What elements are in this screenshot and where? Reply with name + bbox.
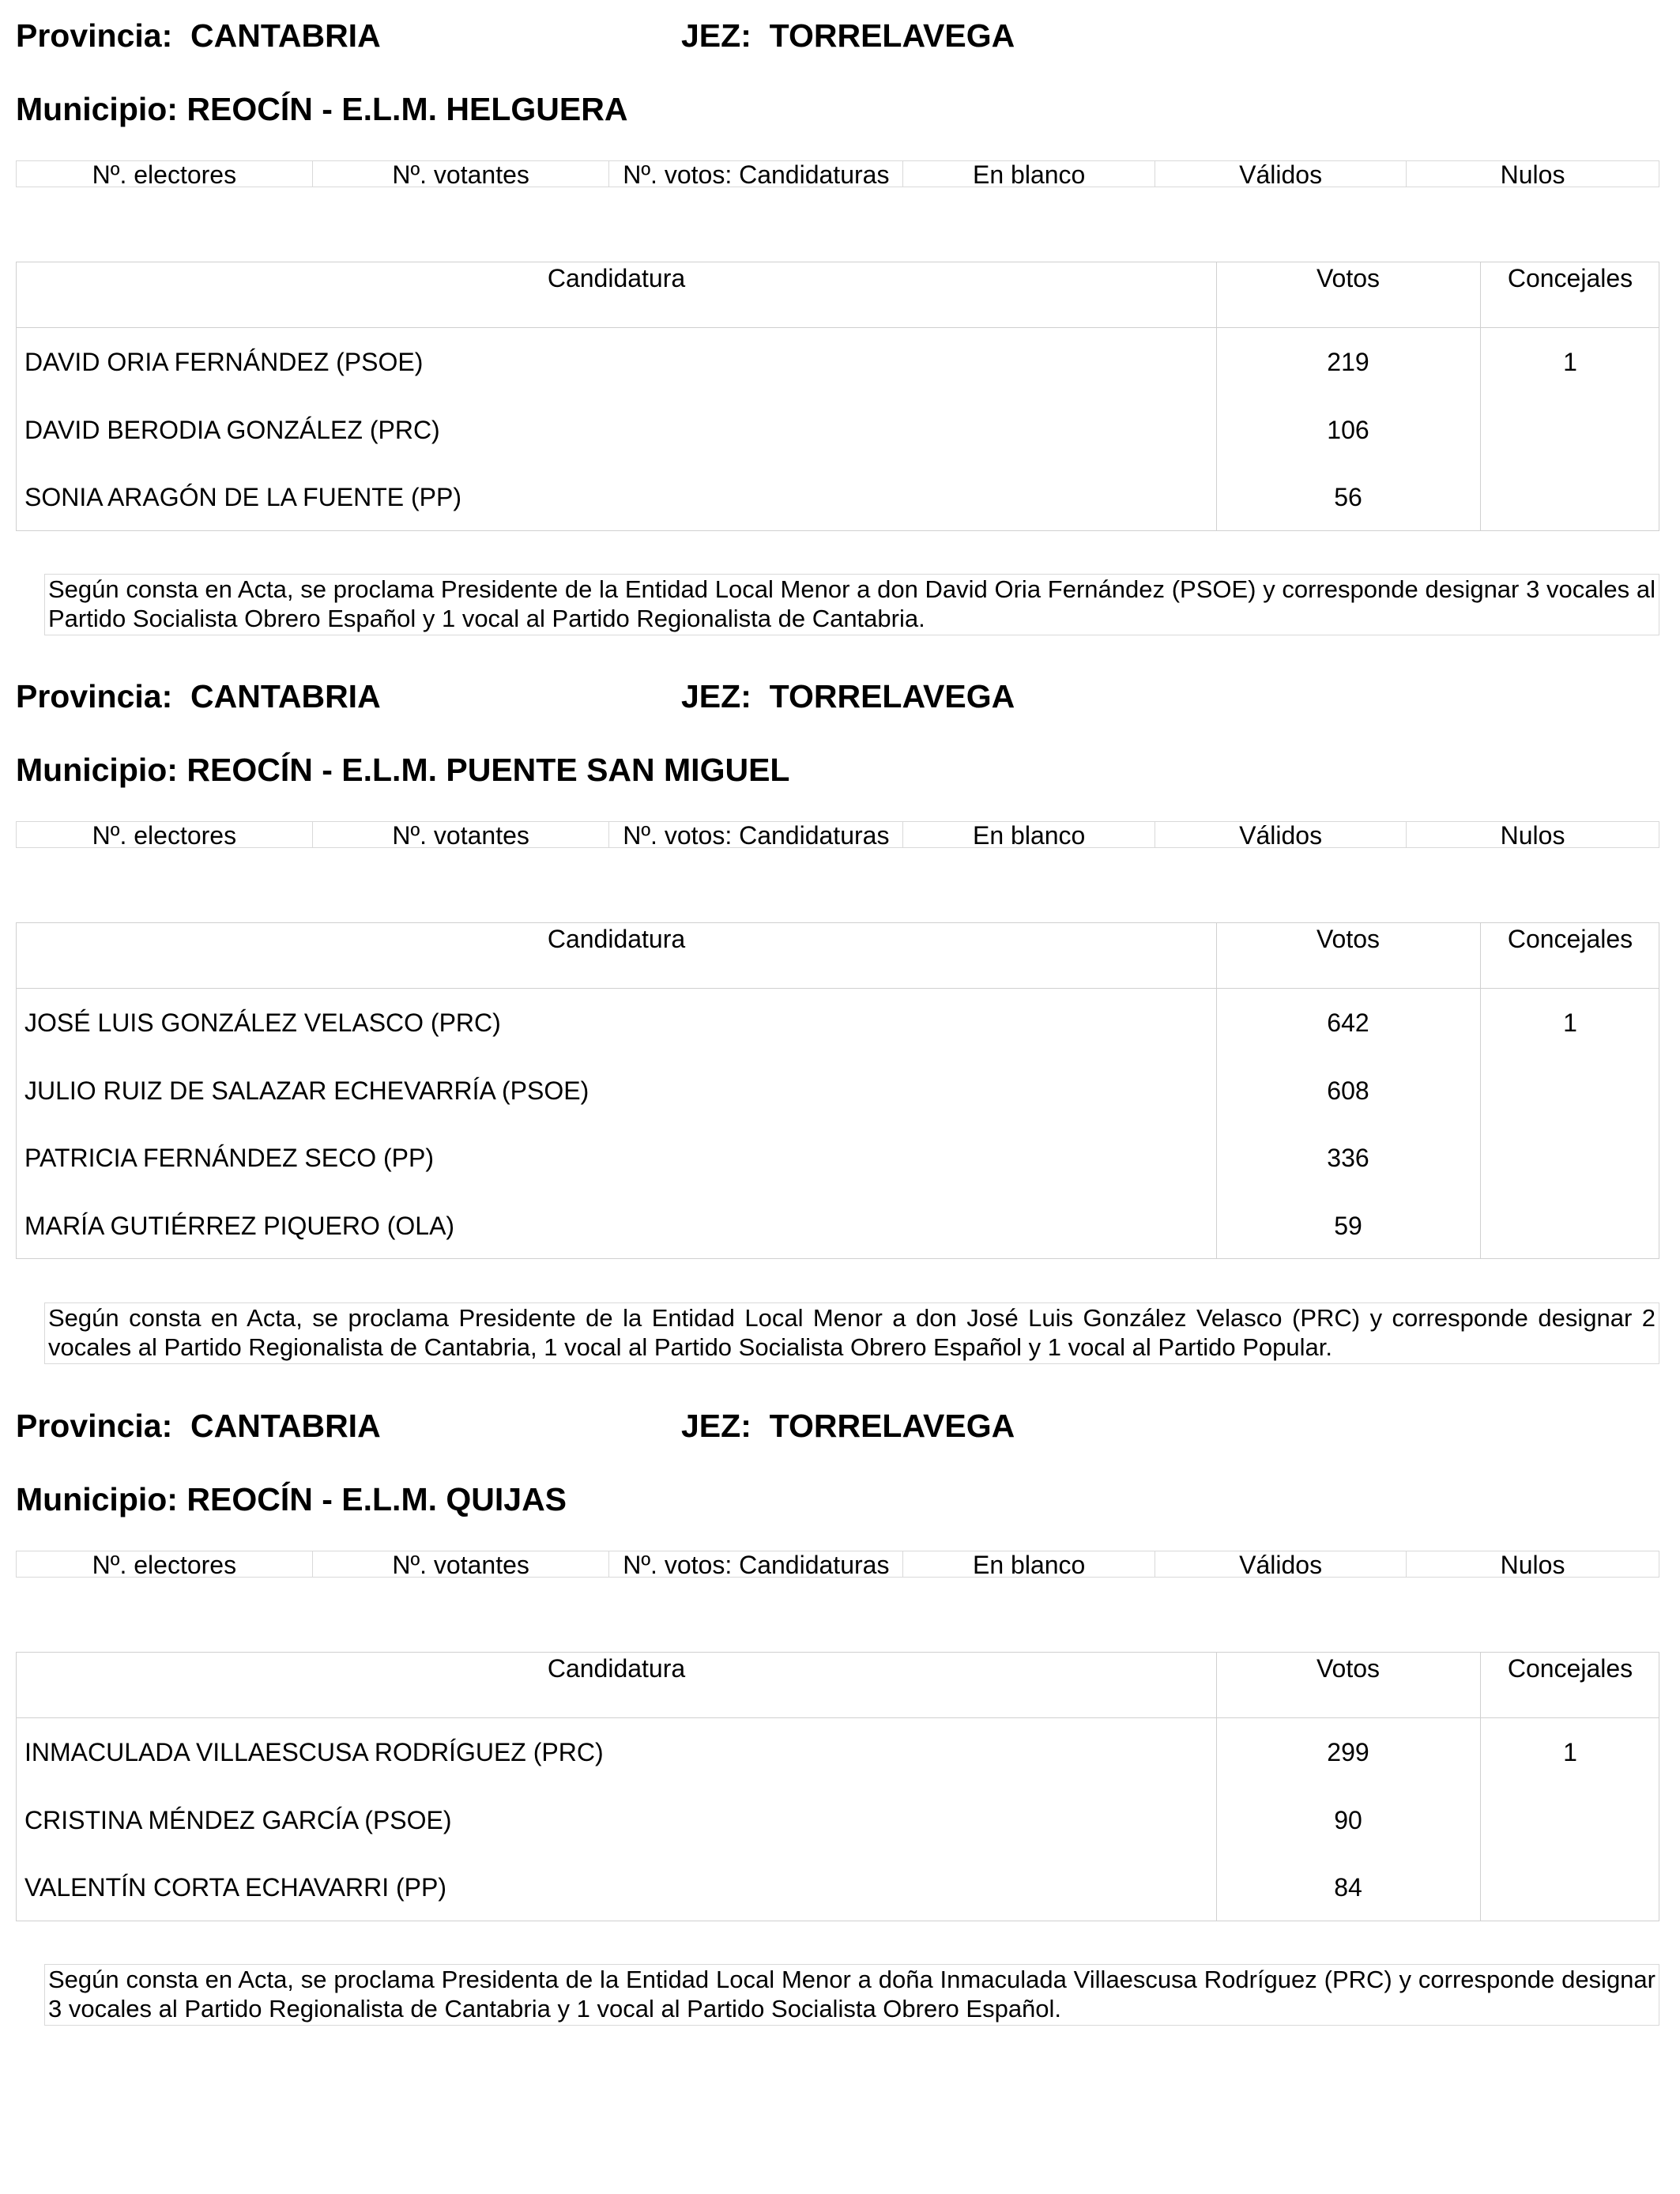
table-row	[17, 1057, 1659, 1125]
provincia-value: CANTABRIA	[190, 1408, 381, 1444]
candidate-name: JOSÉ LUIS GONZÁLEZ VELASCO (PRC)	[24, 1008, 501, 1037]
candidate-votes: 106	[1327, 416, 1369, 444]
jez-value: TORRELAVEGA	[769, 1408, 1015, 1444]
municipio-value: REOCÍN - E.L.M. HELGUERA	[186, 91, 628, 127]
provincia-value: CANTABRIA	[190, 17, 381, 54]
municipio-heading	[16, 1483, 567, 1516]
candidate-votes: 84	[1334, 1873, 1362, 1902]
candidate-votes: 299	[1327, 1738, 1369, 1766]
candidate-name: INMACULADA VILLAESCUSA RODRÍGUEZ (PRC)	[24, 1738, 604, 1766]
stat-en-blanco: En blanco	[903, 161, 1155, 187]
header-votos: Votos	[1316, 1654, 1381, 1683]
candidate-votes: 642	[1327, 1008, 1369, 1037]
provincia-heading	[16, 1410, 381, 1442]
stat-votantes: Nº. votantes	[313, 822, 610, 847]
header-candidatura: Candidatura	[547, 1654, 686, 1683]
header-concejales: Concejales	[1507, 264, 1633, 292]
stat-nulos: Nulos	[1500, 161, 1565, 187]
jez-heading	[681, 17, 1015, 54]
candidate-seats: 1	[1563, 1738, 1577, 1766]
table-row	[17, 1786, 1659, 1854]
candidate-seats: 1	[1563, 1008, 1577, 1037]
candidate-votes: 90	[1334, 1806, 1362, 1834]
stat-validos: Válidos	[1155, 161, 1407, 187]
stat-electores: Nº. electores	[17, 1551, 313, 1577]
stat-votantes: Nº. votantes	[313, 161, 610, 187]
municipio-label: Municipio:	[16, 752, 178, 788]
header-votos: Votos	[1316, 925, 1381, 953]
provincia-value: CANTABRIA	[190, 678, 381, 714]
candidate-name: DAVID BERODIA GONZÁLEZ (PRC)	[24, 416, 440, 444]
results-table	[16, 262, 1659, 531]
municipio-value: REOCÍN - E.L.M. QUIJAS	[186, 1481, 567, 1517]
header-candidatura: Candidatura	[547, 264, 686, 292]
stat-nulos: Nulos	[1500, 1551, 1565, 1577]
jez-label: JEZ:	[681, 678, 751, 714]
candidate-name: SONIA ARAGÓN DE LA FUENTE (PP)	[24, 483, 462, 511]
stat-validos: Válidos	[1155, 822, 1407, 847]
municipio-value: REOCÍN - E.L.M. PUENTE SAN MIGUEL	[186, 752, 790, 788]
candidate-name: PATRICIA FERNÁNDEZ SECO (PP)	[24, 1144, 434, 1172]
municipio-heading	[16, 93, 627, 126]
provincia-label: Provincia:	[16, 17, 173, 54]
table-row	[17, 989, 1659, 1057]
table-row	[17, 463, 1659, 531]
table-row	[17, 396, 1659, 464]
stat-en-blanco: En blanco	[903, 822, 1155, 847]
header-concejales: Concejales	[1507, 925, 1633, 953]
table-row	[17, 1718, 1659, 1786]
stat-votos-candidaturas: Nº. votos: Candidaturas	[609, 822, 903, 847]
stat-en-blanco: En blanco	[903, 1551, 1155, 1577]
stat-votos-candidaturas: Nº. votos: Candidaturas	[609, 161, 903, 187]
provincia-heading	[16, 680, 381, 713]
stats-header-row	[16, 160, 1659, 187]
candidate-votes: 59	[1334, 1212, 1362, 1240]
stat-votos-candidaturas: Nº. votos: Candidaturas	[609, 1551, 903, 1577]
table-row	[17, 1124, 1659, 1192]
candidate-name: DAVID ORIA FERNÁNDEZ (PSOE)	[24, 348, 424, 376]
results-table	[16, 922, 1659, 1259]
table-row	[17, 328, 1659, 396]
header-concejales: Concejales	[1507, 1654, 1633, 1683]
jez-value: TORRELAVEGA	[769, 678, 1015, 714]
stat-electores: Nº. electores	[17, 822, 313, 847]
proclamation-note: Según consta en Acta, se proclama Presidenta de la Entidad Local Menor a doña Inmaculada Villaescusa Rodríguez (PRC) y corresponde designar 3 vocales al Partido Regionalista de Cantabria y 1 vocal al Partido Socialista Obrero Español.	[44, 1964, 1659, 2026]
stat-nulos: Nulos	[1500, 822, 1565, 847]
candidate-votes: 56	[1334, 483, 1362, 511]
jez-label: JEZ:	[681, 1408, 751, 1444]
jez-value: TORRELAVEGA	[769, 17, 1015, 54]
results-table	[16, 1652, 1659, 1921]
provincia-label: Provincia:	[16, 1408, 173, 1444]
candidate-name: CRISTINA MÉNDEZ GARCÍA (PSOE)	[24, 1806, 452, 1834]
candidate-votes: 608	[1327, 1076, 1369, 1105]
header-candidatura: Candidatura	[547, 925, 686, 953]
stats-header-row	[16, 1551, 1659, 1578]
jez-label: JEZ:	[681, 17, 751, 54]
table-row	[17, 1853, 1659, 1921]
header-votos: Votos	[1316, 264, 1381, 292]
candidate-name: JULIO RUIZ DE SALAZAR ECHEVARRÍA (PSOE)	[24, 1076, 590, 1105]
proclamation-note: Según consta en Acta, se proclama Presidente de la Entidad Local Menor a don David Oria Fernández (PSOE) y corresponde designar 3 vocales al Partido Socialista Obrero Español y 1 vocal al Partido Regionalista de Cantabria.	[44, 574, 1659, 635]
jez-heading	[681, 680, 1015, 713]
table-row	[17, 1192, 1659, 1260]
candidate-seats: 1	[1563, 348, 1577, 376]
stat-validos: Válidos	[1155, 1551, 1407, 1577]
stat-votantes: Nº. votantes	[313, 1551, 610, 1577]
provincia-label: Provincia:	[16, 678, 173, 714]
stats-header-row	[16, 821, 1659, 848]
municipio-heading	[16, 754, 789, 786]
stat-electores: Nº. electores	[17, 161, 313, 187]
candidate-votes: 336	[1327, 1144, 1369, 1172]
jez-heading	[681, 1410, 1015, 1442]
candidate-votes: 219	[1327, 348, 1369, 376]
municipio-label: Municipio:	[16, 1481, 178, 1517]
municipio-label: Municipio:	[16, 91, 178, 127]
candidate-name: MARÍA GUTIÉRREZ PIQUERO (OLA)	[24, 1212, 455, 1240]
provincia-heading	[16, 17, 381, 54]
candidate-name: VALENTÍN CORTA ECHAVARRI (PP)	[24, 1873, 447, 1902]
proclamation-note: Según consta en Acta, se proclama Presidente de la Entidad Local Menor a don José Luis González Velasco (PRC) y corresponde designar 2 vocales al Partido Regionalista de Cantabria, 1 vocal al Partido Socialista Obrero Español y 1 vocal al Partido Popular.	[44, 1302, 1659, 1364]
